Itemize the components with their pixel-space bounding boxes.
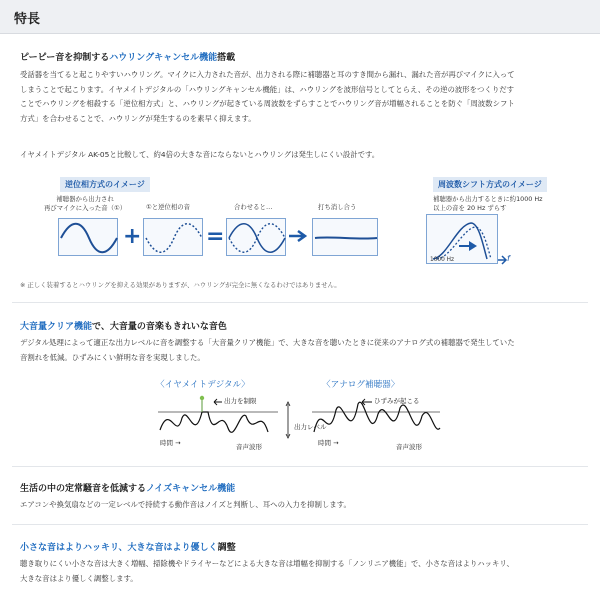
diag-inverse-label: ①と逆位相の音 — [146, 203, 191, 211]
howling-cancel-description: 受話器を当てると起こりやすいハウリング。マイクに入力された音が、出力される際に補聴器と耳のすき間から漏れ、漏れた音が再びマイクに入って しまうことで起こります。イヤメイトデジタルの「ハウリングキャンセル機能」は、ハウリングを波形信号としてとらえ、その逆の波形をつくりだす ことでハウリングを相殺する「逆位相方式」と、ハウリングが起きている周波数をずらすことでハウリング音が増幅されることを防ぐ「周波数シフト 方式」を合わせることで、ハウリングが発生するのを素早く抑えます。 — [20, 70, 515, 123]
time-label-left: 時間 → — [160, 439, 181, 447]
divider — [12, 302, 588, 303]
cancelled-wave-box — [312, 218, 378, 256]
loud-clear-description: デジタル処理によって適正な出力レベルに音を調整する「大音量クリア機能」で、大きな音を聴いたときに従来のアナログ式の補聴器で発生していた 音割れを低減。ひずみにくい鮮明な音を実現しました。 — [20, 338, 515, 362]
page-title: 特長 — [14, 12, 41, 27]
nonlinear-description: 聴き取りにくい小さな音は大きく増幅、掃除機やドライヤーなどによる大きな音は増幅を抑制する「ノンリニア機能」で、小さな音はよりハッキリ、 大きな音はより優しく調整します。 — [20, 559, 514, 583]
level-label: 出力レベル — [294, 423, 327, 431]
analog-fig-title: 〈アナログ補聴器〉 — [322, 380, 400, 390]
reverse-phase-title: 逆位相方式のイメージ — [60, 177, 150, 192]
section-header — [0, 0, 600, 34]
plus-icon: + — [123, 224, 142, 249]
original-wave-box — [58, 218, 118, 256]
nonlinear-title: 小さな音はよりハッキリ、大きな音はより優しく調整 — [20, 543, 236, 553]
diag-combine-label: 合わせると… — [234, 203, 273, 211]
wave-label-left: 音声波形 — [236, 443, 262, 451]
loud-clear-title: 大音量クリア機能で、大音量の音楽もきれいな音色 — [20, 322, 227, 332]
noise-cancel-description: エアコンや換気扇などの一定レベルで持続する動作音はノイズと判断し、耳への入力を抑制します。 — [20, 500, 351, 509]
equals-icon: = — [206, 224, 225, 249]
cancelled-wave-icon — [313, 219, 379, 257]
diag-original-label: 補聴器から出力され 再びマイクに入った音（①） — [44, 195, 127, 212]
divider — [12, 524, 588, 525]
distort-label: ひずみが起こる — [374, 397, 420, 405]
inverse-wave-box — [143, 218, 203, 256]
combined-wave-icon — [227, 219, 287, 257]
time-label-right: 時間 → — [318, 439, 339, 447]
noise-cancel-title: 生活の中の定常騒音を低減するノイズキャンセル機能 — [20, 484, 236, 494]
howling-note: ※ 正しく装着するとハウリングを抑える効果がありますが、ハウリングが完全に無くなるわけではありません。 — [20, 281, 341, 289]
freq-shift-graph: 1000 Hz — [426, 214, 498, 264]
eamate-fig-title: 〈イヤメイトデジタル〉 — [156, 380, 250, 390]
combined-wave-box — [226, 218, 286, 256]
limit-label: 出力を制限 — [224, 397, 257, 405]
freq-shift-title: 周波数シフト方式のイメージ — [433, 177, 547, 192]
arrow-right-icon — [289, 229, 309, 243]
original-wave-icon — [59, 219, 119, 257]
wave-label-right: 音声波形 — [396, 443, 422, 451]
diag-cancel-label: 打ち消し合う — [318, 203, 357, 211]
inverse-wave-icon — [144, 219, 204, 257]
compare-text: イヤメイトデジタル AK-05と比較して、約4倍の大きな音にならないとハウリングは発生しにくい設計です。 — [20, 150, 380, 159]
howling-cancel-title: ピーピー音を抑制するハウリングキャンセル機能搭載 — [20, 53, 236, 63]
divider — [12, 466, 588, 467]
freq-axis-label: f — [507, 254, 510, 263]
freq-shift-desc: 補聴器から出力するときに約1000 Hz 以上の音を 20 Hz ずらす — [433, 195, 543, 212]
